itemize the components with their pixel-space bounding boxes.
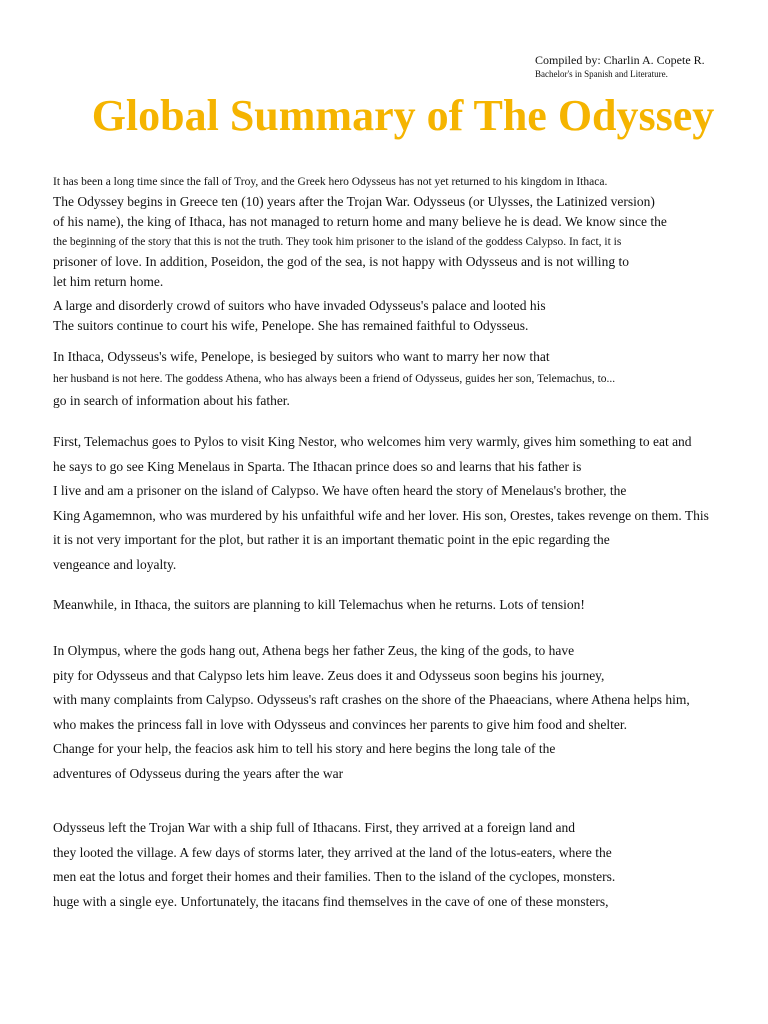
text-line: he says to go see King Menelaus in Sparta. The Ithacan prince does so and learns that his father is	[53, 458, 582, 474]
text-line: with many complaints from Calypso. Odysseus's raft crashes on the shore of the Phaeacians, where Athena helps him,	[53, 692, 690, 707]
text-line: King Agamemnon, who was murdered by his unfaithful wife and her lover. His son, Orestes, takes revenge on them. This	[53, 507, 709, 523]
text-line: adventures of Odysseus during the years after the war	[53, 765, 344, 781]
compiled-by: Compiled by: Charlin A. Copete R.	[535, 53, 705, 67]
page-title: Global Summary of The Odyssey	[91, 91, 715, 140]
paragraph-3	[53, 346, 753, 412]
text-line: Odysseus left the Trojan War with a ship full of Ithacans. First, they arrived at a foreign land and	[53, 820, 576, 835]
text-line: prisoner of love. In addition, Poseidon, the god of the sea, is not happy with Odysseus and is not willing to	[53, 254, 629, 269]
text-line: huge with a single eye. Unfortunately, the itacans find themselves in the cave of one of these monsters,	[53, 893, 609, 909]
paragraph-7	[53, 816, 753, 914]
text-line: they looted the village. A few days of storms later, they arrived at the land of the lotus-eaters, where the	[53, 844, 612, 860]
document-body	[53, 172, 753, 914]
text-line: it is not very important for the plot, but rather it is an important thematic point in the epic regarding the	[53, 532, 610, 547]
text-line: go in search of information about his father.	[53, 393, 290, 408]
text-line: I live and am a prisoner on the island of Calypso. We have often heard the story of Menelaus's brother, the	[53, 483, 627, 498]
text-line: of his name), the king of Ithaca, has not managed to return home and many believe he is dead. We know since the	[53, 214, 667, 229]
text-line: Meanwhile, in Ithaca, the suitors are planning to kill Telemachus when he returns. Lots of tension!	[53, 597, 585, 612]
text-line: men eat the lotus and forget their homes and their families. Then to the island of the cyclopes, monsters.	[53, 869, 616, 884]
text-line: A large and disorderly crowd of suitors who have invaded Odysseus's palace and looted his	[53, 298, 546, 313]
text-line: The suitors continue to court his wife, Penelope. She has remained faithful to Odysseus.	[53, 318, 529, 333]
paragraph-2	[53, 296, 753, 336]
text-line: Change for your help, the feacios ask him to tell his story and here begins the long tale of the	[53, 741, 556, 756]
paragraph-1	[53, 172, 753, 292]
text-line: who makes the princess fall in love with Odysseus and convinces her parents to give him food and shelter.	[53, 716, 627, 732]
paragraph-4	[53, 430, 753, 577]
text-line: her husband is not here. The goddess Athena, who has always been a friend of Odysseus, guides her son, Telemachus, to...	[53, 373, 616, 385]
text-line: First, Telemachus goes to Pylos to visit King Nestor, who welcomes him very warmly, gives him something to eat and	[53, 434, 692, 449]
text-line: In Ithaca, Odysseus's wife, Penelope, is besieged by suitors who want to marry her now that	[53, 349, 550, 364]
text-line: the beginning of the story that this is not the truth. They took him prisoner to the island of the goddess Calypso. In fact, it is	[53, 236, 622, 248]
author-degree: Bachelor's in Spanish and Literature.	[535, 69, 668, 79]
text-line: It has been a long time since the fall of Troy, and the Greek hero Odysseus has not yet returned to his kingdom in Ithaca.	[53, 176, 608, 188]
paragraph-6	[53, 639, 753, 786]
text-line: In Olympus, where the gods hang out, Athena begs her father Zeus, the king of the gods, to have	[53, 643, 575, 658]
text-line: pity for Odysseus and that Calypso lets him leave. Zeus does it and Odysseus soon begins his journey,	[53, 667, 605, 683]
paragraph-5	[53, 595, 753, 615]
text-line: The Odyssey begins in Greece ten (10) years after the Trojan War. Odysseus (or Ulysses, the Latinized version)	[53, 194, 655, 209]
text-line: vengeance and loyalty.	[53, 556, 177, 572]
text-line: let him return home.	[53, 274, 164, 289]
